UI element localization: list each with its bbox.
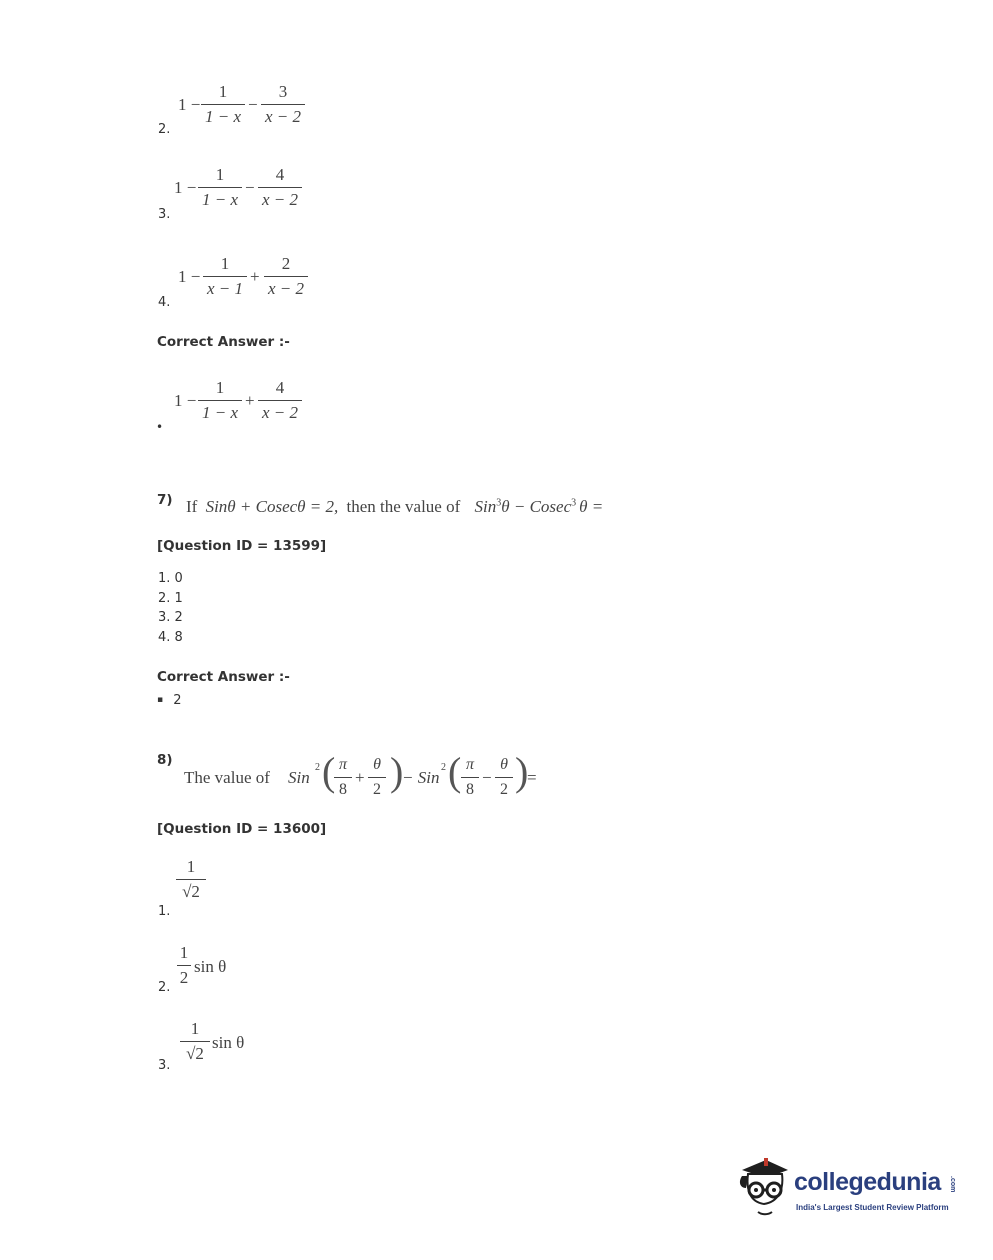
- left-paren: (: [448, 749, 462, 794]
- option-number: 1.: [158, 904, 171, 919]
- option-number: 2.: [158, 980, 171, 995]
- option-item: 1. 0: [158, 571, 183, 586]
- fraction: 1 x − 1: [203, 254, 247, 299]
- answer-bullet: •: [156, 420, 164, 434]
- option-number: 3.: [158, 207, 171, 222]
- option-lead: 1 −: [178, 95, 201, 114]
- option-lead: 1 −: [174, 178, 197, 197]
- question-text: If Sinθ + Cosecθ = 2, then the value of Sin$^3$θ − Cosec$^3$ θ =: [186, 497, 604, 516]
- right-paren: ): [390, 749, 404, 794]
- answer-bullet: ▪: [157, 695, 164, 705]
- question-id: [Question ID = 13600]: [157, 821, 327, 837]
- option-item: 4. 8: [158, 629, 183, 645]
- fraction: 1 2: [177, 943, 191, 988]
- question-number: 7): [157, 492, 173, 508]
- fraction: 1 1 − x: [201, 82, 245, 127]
- option-item: 2. 1: [158, 590, 183, 606]
- fraction: 1 1 − x: [198, 165, 242, 210]
- mascot-icon: [736, 1152, 794, 1222]
- fraction: 3 x − 2: [261, 82, 305, 127]
- sin-term: − Sin: [402, 768, 440, 787]
- logo-name: collegedunia: [794, 1168, 941, 1196]
- operator: +: [245, 391, 255, 410]
- fraction: 1 1 − x: [198, 378, 242, 423]
- sin-theta: sin θ: [212, 1033, 245, 1052]
- logo-suffix: .com: [949, 1176, 956, 1193]
- logo-tagline: India's Largest Student Review Platform: [796, 1203, 949, 1212]
- operator: −: [482, 768, 492, 787]
- question-id: [Question ID = 13599]: [157, 538, 327, 554]
- correct-answer: ▪ 2: [157, 693, 182, 708]
- fraction: 1 √2: [176, 857, 206, 902]
- question-text: The value of: [184, 768, 270, 787]
- sin-theta: sin θ: [194, 957, 227, 976]
- fraction: θ 2: [368, 755, 386, 800]
- option-number: 2.: [158, 122, 171, 137]
- fraction: 1 √2: [180, 1019, 210, 1064]
- operator: +: [250, 267, 260, 286]
- superscript: 2: [441, 762, 446, 773]
- operator: −: [248, 95, 258, 114]
- option-item: 3. 2: [158, 610, 183, 625]
- right-paren: ): [515, 749, 529, 794]
- correct-answer-heading: Correct Answer :-: [157, 669, 290, 685]
- sin-term: Sin: [288, 768, 310, 787]
- equals: =: [527, 768, 537, 787]
- fraction: 4 x − 2: [258, 378, 302, 423]
- answer-lead: 1 −: [174, 391, 197, 410]
- fraction: 2 x − 2: [264, 254, 308, 299]
- fraction: θ 2: [495, 755, 513, 800]
- option-number: 3.: [158, 1058, 171, 1073]
- fraction: π 8: [334, 755, 352, 800]
- options-list: [158, 569, 183, 647]
- collegedunia-logo: [736, 1152, 962, 1224]
- question-number: 8): [157, 752, 173, 768]
- option-number: 4.: [158, 295, 171, 310]
- fraction: π 8: [461, 755, 479, 800]
- operator: +: [355, 768, 365, 787]
- superscript: 2: [315, 762, 320, 773]
- fraction: 4 x − 2: [258, 165, 302, 210]
- correct-answer-heading: Correct Answer :-: [157, 334, 290, 350]
- option-lead: 1 −: [178, 267, 201, 286]
- left-paren: (: [322, 749, 336, 794]
- operator: −: [245, 178, 255, 197]
